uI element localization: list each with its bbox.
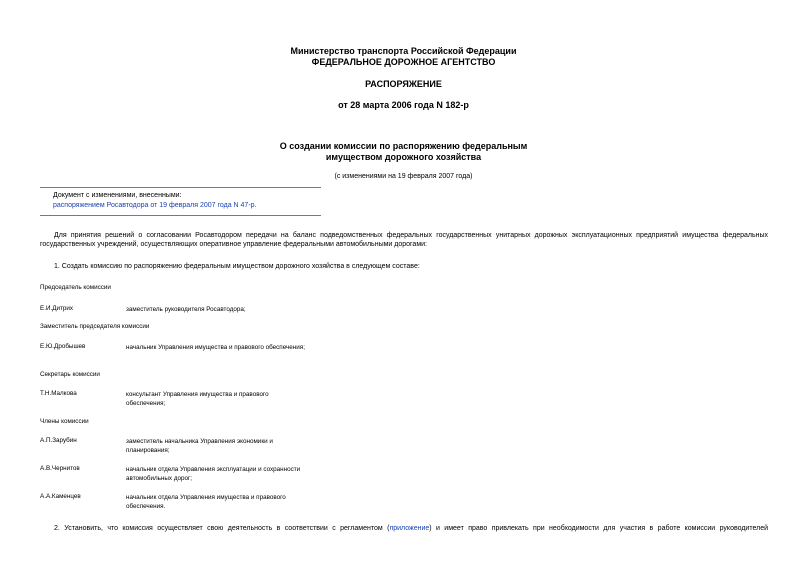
member-name: А.П.Зарубин	[40, 437, 77, 444]
revision-note: (с изменениями на 19 февраля 2007 года)	[334, 173, 473, 180]
secretary-label: Секретарь комиссии	[40, 371, 100, 378]
amendments-top-rule	[40, 187, 321, 188]
chair-name: Е.И.Дитрих	[40, 305, 74, 312]
document-title-line2: имуществом дорожного хозяйства	[325, 152, 482, 162]
amendments-bottom-rule	[40, 215, 321, 216]
deputy-label: Заместитель председателя комиссии	[40, 323, 150, 330]
item-2	[54, 524, 768, 533]
deputy-name: Е.Ю.Дробышев	[40, 343, 86, 350]
document-type: РАСПОРЯЖЕНИЕ	[365, 79, 442, 89]
intro-line-1: Для принятия решений о согласовании Росавтодором передачи на баланс подведомственных федеральных государственных унитарных дорожных эксплуатационных предприятий имущества федеральных	[54, 232, 768, 239]
secretary-name: Т.Н.Малкова	[40, 390, 77, 397]
amendments-label: Документ с изменениями, внесенными:	[53, 192, 182, 199]
item-1: 1. Создать комиссию по распоряжению федеральным имуществом дорожного хозяйства в следующем составе:	[54, 263, 420, 270]
amendment-link[interactable]: распоряжением Росавтодора от 19 февраля 2007 года N 47-р.	[53, 202, 257, 209]
member-position: заместитель начальника Управления экономики и планирования;	[126, 438, 273, 454]
member-position: начальник отдела Управления эксплуатации и сохранности автомобильных дорог;	[126, 466, 301, 482]
document-title-line1: О создании комиссии по распоряжению федеральным	[279, 141, 528, 151]
members-label: Члены комиссии	[40, 418, 89, 425]
appendix-link[interactable]: приложение	[389, 525, 430, 532]
intro-line-2: государственных учреждений, осуществляющих оперативное управление федеральными автомобильными дорогами:	[40, 241, 427, 248]
document-date: от 28 марта 2006 года N 182-р	[338, 100, 469, 110]
item-2-text-after: ) и имеет право привлекать при необходимости для участия в работе комиссии руководителей	[429, 525, 769, 532]
secretary-position: консультант Управления имущества и правового обеспечения;	[126, 391, 269, 407]
member-name: А.В.Чернитов	[40, 465, 80, 472]
chair-label: Председатель комиссии	[40, 284, 111, 291]
member-position: начальник отдела Управления имущества и правового обеспечения.	[126, 494, 286, 510]
member-name: А.А.Каменцев	[40, 493, 81, 500]
chair-position: заместитель руководителя Росавтодора;	[126, 306, 246, 313]
deputy-position: начальник Управления имущества и правового обеспечения;	[126, 344, 305, 351]
item-2-text-before: 2. Установить, что комиссия осуществляет свою деятельность в соответствии с регламентом (	[54, 525, 390, 532]
agency-name: ФЕДЕРАЛЬНОЕ ДОРОЖНОЕ АГЕНТСТВО	[311, 57, 496, 67]
ministry-name: Министерство транспорта Российской Федерации	[290, 46, 517, 56]
